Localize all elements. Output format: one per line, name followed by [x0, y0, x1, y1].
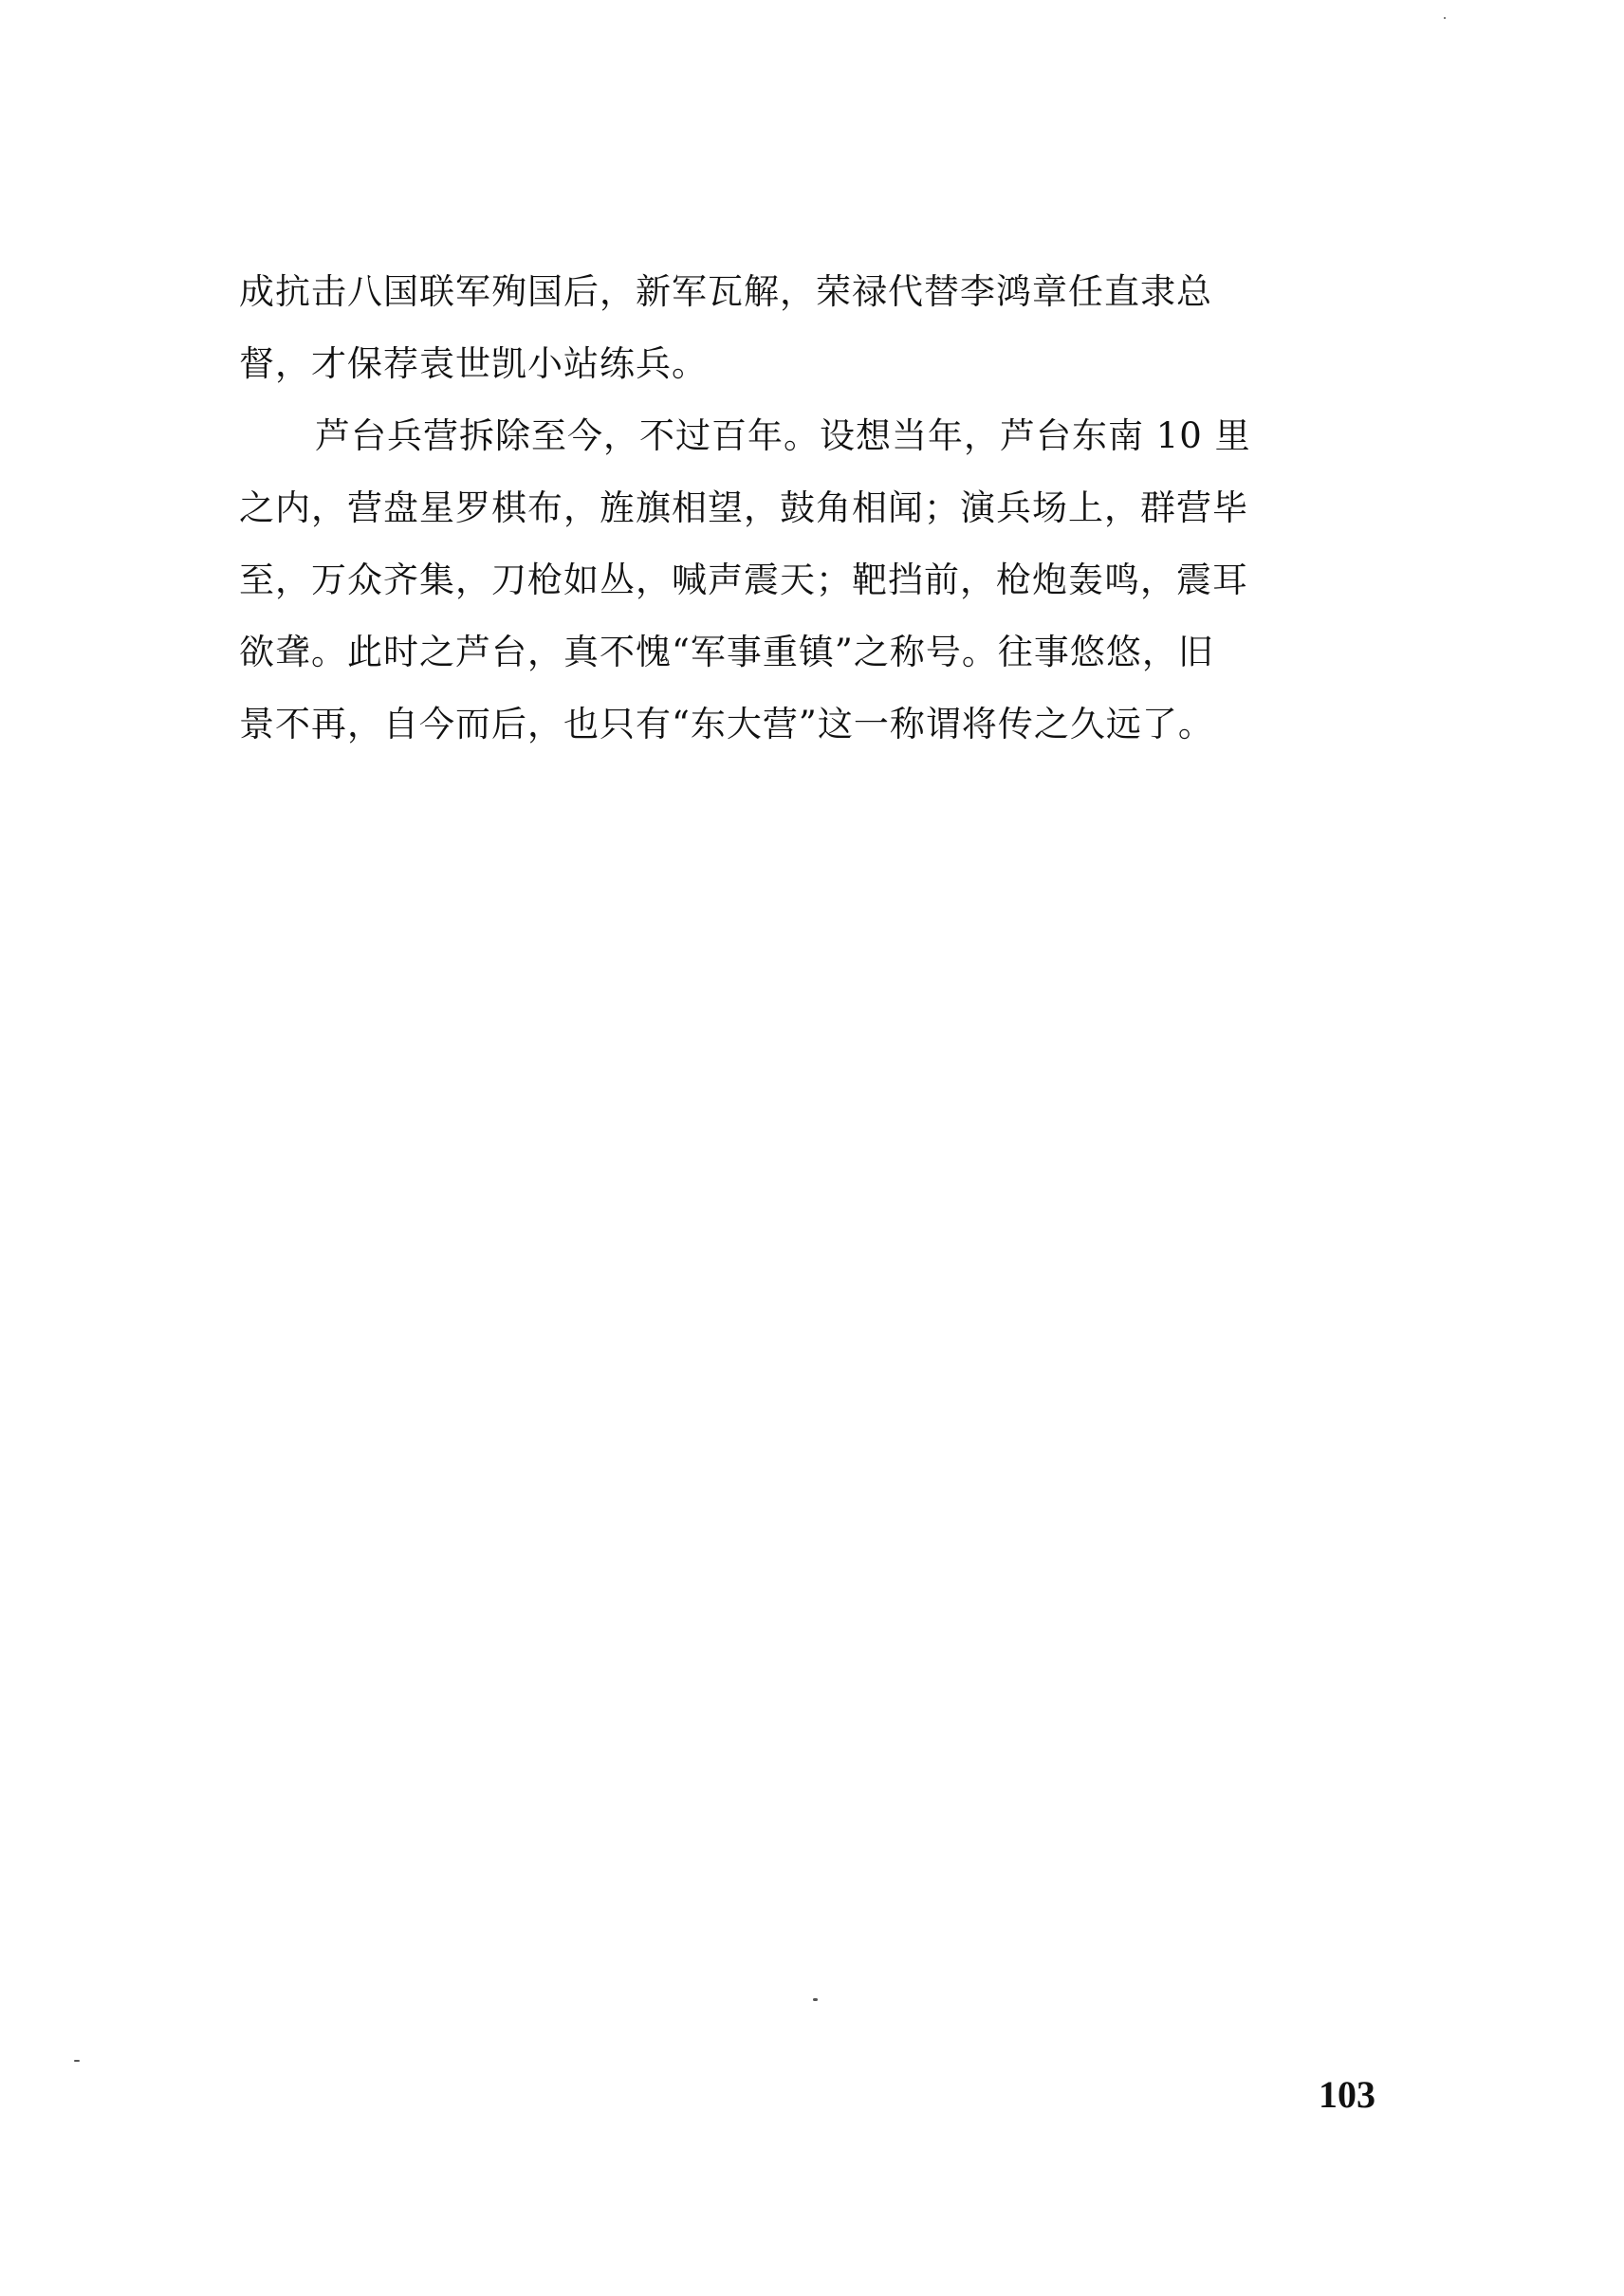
text-line: 景不再，自今而后，也只有“东大营”这一称谓将传之久远了。 — [239, 704, 1214, 744]
text-line: 欲聋。此时之芦台，真不愧“军事重镇”之称号。往事悠悠，旧 — [239, 632, 1214, 672]
paragraph-first-line: 芦台兵营拆除至今，不过百年。设想当年，芦台东南 10 里 — [315, 415, 1251, 456]
text-line: 之内，营盘星罗棋布，旌旗相望，鼓角相闻；演兵场上，群营毕 — [239, 487, 1248, 528]
scan-speck — [1444, 17, 1446, 19]
body-text — [239, 256, 1415, 761]
text-line: 成抗击八国联军殉国后，新军瓦解，荣禄代替李鸿章任直隶总 — [239, 271, 1212, 312]
page-number: 103 — [1319, 2073, 1375, 2116]
text-line: 至，万众齐集，刀枪如丛，喊声震天；靶挡前，枪炮轰鸣，震耳 — [239, 560, 1248, 600]
scan-speck — [74, 2060, 80, 2062]
scan-speck — [813, 1998, 818, 2001]
text-line: 督，才保荐袁世凯小站练兵。 — [239, 343, 708, 384]
